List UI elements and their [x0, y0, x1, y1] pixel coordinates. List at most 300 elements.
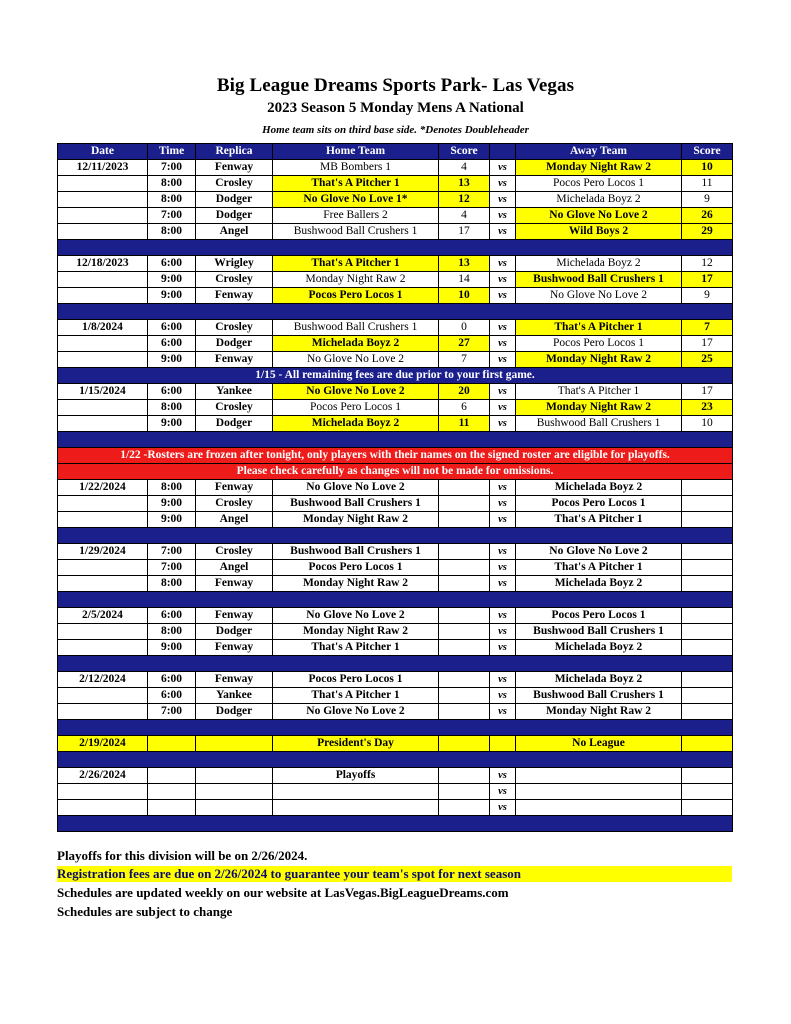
home-score — [439, 480, 490, 496]
home-team: No Glove No Love 2 — [273, 352, 439, 368]
game-time: 9:00 — [148, 496, 196, 512]
home-team: Michelada Boyz 2 — [273, 336, 439, 352]
game-date — [58, 560, 148, 576]
vs-label: vs — [490, 784, 516, 800]
vs-label: vs — [490, 512, 516, 528]
spacer-cell — [58, 656, 733, 672]
away-score: 11 — [682, 176, 733, 192]
game-time: 6:00 — [148, 672, 196, 688]
game-date — [58, 352, 148, 368]
roster-notice: 1/22 -Rosters are frozen after tonight, only players with their names on the signed roster are eligible for playoffs. — [58, 448, 733, 464]
away-team — [516, 784, 682, 800]
away-score — [682, 512, 733, 528]
home-team: Pocos Pero Locos 1 — [273, 288, 439, 304]
away-score: 10 — [682, 416, 733, 432]
away-score — [682, 544, 733, 560]
roster-notice: Please check carefully as changes will not be made for omissions. — [58, 464, 733, 480]
away-score — [682, 768, 733, 784]
schedule-table — [57, 143, 733, 832]
game-field: Crosley — [196, 400, 273, 416]
home-team: Pocos Pero Locos 1 — [273, 672, 439, 688]
game-row — [58, 640, 733, 656]
header-row — [58, 144, 733, 160]
game-field: Yankee — [196, 384, 273, 400]
away-team: Michelada Boyz 2 — [516, 576, 682, 592]
game-time: 9:00 — [148, 640, 196, 656]
game-time: 9:00 — [148, 512, 196, 528]
spacer-row — [58, 656, 733, 672]
home-score — [439, 640, 490, 656]
away-team: That's A Pitcher 1 — [516, 384, 682, 400]
col-vs-header — [490, 144, 516, 160]
game-row — [58, 768, 733, 784]
spacer-row — [58, 432, 733, 448]
game-date: 1/29/2024 — [58, 544, 148, 560]
away-score: 7 — [682, 320, 733, 336]
vs-label: vs — [490, 384, 516, 400]
away-team: No Glove No Love 2 — [516, 544, 682, 560]
game-date: 2/12/2024 — [58, 672, 148, 688]
game-row — [58, 320, 733, 336]
game-time: 8:00 — [148, 192, 196, 208]
vs-label: vs — [490, 768, 516, 784]
game-date — [58, 176, 148, 192]
game-date — [58, 704, 148, 720]
col-away-score-header: Score — [682, 144, 733, 160]
home-team: No Glove No Love 1* — [273, 192, 439, 208]
home-team: That's A Pitcher 1 — [273, 176, 439, 192]
game-time: 9:00 — [148, 288, 196, 304]
away-score: 17 — [682, 336, 733, 352]
game-field: Fenway — [196, 672, 273, 688]
holiday-date: 2/19/2024 — [58, 736, 148, 752]
game-row — [58, 288, 733, 304]
away-score: 17 — [682, 384, 733, 400]
game-time: 7:00 — [148, 560, 196, 576]
spacer-cell — [58, 432, 733, 448]
game-row — [58, 512, 733, 528]
home-score: 14 — [439, 272, 490, 288]
home-score — [439, 688, 490, 704]
game-date — [58, 208, 148, 224]
vs-label: vs — [490, 416, 516, 432]
vs-label: vs — [490, 608, 516, 624]
away-team: Monday Night Raw 2 — [516, 400, 682, 416]
home-score — [439, 512, 490, 528]
away-score — [682, 480, 733, 496]
game-field — [196, 768, 273, 784]
game-row — [58, 480, 733, 496]
home-score: 4 — [439, 160, 490, 176]
home-score — [439, 704, 490, 720]
game-row — [58, 624, 733, 640]
home-team: No Glove No Love 2 — [273, 704, 439, 720]
home-team: That's A Pitcher 1 — [273, 256, 439, 272]
away-score — [682, 640, 733, 656]
holiday-name: President's Day — [273, 736, 439, 752]
spacer-row — [58, 240, 733, 256]
game-row — [58, 560, 733, 576]
game-field: Dodger — [196, 704, 273, 720]
home-team: That's A Pitcher 1 — [273, 688, 439, 704]
game-row — [58, 544, 733, 560]
home-score — [439, 800, 490, 816]
spacer-cell — [58, 816, 733, 832]
game-time: 7:00 — [148, 160, 196, 176]
home-score: 4 — [439, 208, 490, 224]
game-time — [148, 768, 196, 784]
home-team: Monday Night Raw 2 — [273, 272, 439, 288]
home-score: 12 — [439, 192, 490, 208]
holiday-vs — [490, 736, 516, 752]
game-field: Fenway — [196, 160, 273, 176]
away-team: No Glove No Love 2 — [516, 288, 682, 304]
vs-label: vs — [490, 688, 516, 704]
away-score: 25 — [682, 352, 733, 368]
game-row — [58, 336, 733, 352]
vs-label: vs — [490, 576, 516, 592]
home-score — [439, 784, 490, 800]
away-team: Michelada Boyz 2 — [516, 480, 682, 496]
game-field: Crosley — [196, 320, 273, 336]
home-team: That's A Pitcher 1 — [273, 640, 439, 656]
away-score — [682, 560, 733, 576]
game-field: Crosley — [196, 496, 273, 512]
vs-label: vs — [490, 704, 516, 720]
spacer-row — [58, 816, 733, 832]
home-team: Free Ballers 2 — [273, 208, 439, 224]
game-field: Crosley — [196, 544, 273, 560]
fee-notice: 1/15 - All remaining fees are due prior to your first game. — [58, 368, 733, 384]
game-date: 1/8/2024 — [58, 320, 148, 336]
spacer-row — [58, 528, 733, 544]
away-score — [682, 784, 733, 800]
spacer-cell — [58, 752, 733, 768]
away-team: That's A Pitcher 1 — [516, 320, 682, 336]
vs-label: vs — [490, 496, 516, 512]
game-date — [58, 400, 148, 416]
game-field: Dodger — [196, 624, 273, 640]
home-score — [439, 768, 490, 784]
game-field: Fenway — [196, 640, 273, 656]
away-team: That's A Pitcher 1 — [516, 560, 682, 576]
away-team: Pocos Pero Locos 1 — [516, 336, 682, 352]
home-score: 20 — [439, 384, 490, 400]
game-row — [58, 496, 733, 512]
game-date — [58, 496, 148, 512]
game-field — [196, 784, 273, 800]
vs-label: vs — [490, 400, 516, 416]
away-team: Michelada Boyz 2 — [516, 256, 682, 272]
away-score — [682, 672, 733, 688]
col-home-score-header: Score — [439, 144, 490, 160]
home-team: Monday Night Raw 2 — [273, 512, 439, 528]
home-score: 11 — [439, 416, 490, 432]
game-field: Angel — [196, 224, 273, 240]
away-score: 12 — [682, 256, 733, 272]
game-time: 8:00 — [148, 480, 196, 496]
game-date — [58, 784, 148, 800]
home-team — [273, 784, 439, 800]
away-team: No Glove No Love 2 — [516, 208, 682, 224]
away-team: Monday Night Raw 2 — [516, 160, 682, 176]
game-date — [58, 512, 148, 528]
roster-notice-row — [58, 464, 733, 480]
game-time: 7:00 — [148, 704, 196, 720]
away-team: Wild Boys 2 — [516, 224, 682, 240]
game-row — [58, 688, 733, 704]
spacer-cell — [58, 720, 733, 736]
game-date: 1/22/2024 — [58, 480, 148, 496]
game-time: 8:00 — [148, 400, 196, 416]
game-date — [58, 800, 148, 816]
vs-label: vs — [490, 224, 516, 240]
game-date: 12/11/2023 — [58, 160, 148, 176]
game-field: Yankee — [196, 688, 273, 704]
away-score: 17 — [682, 272, 733, 288]
game-row — [58, 400, 733, 416]
home-team: No Glove No Love 2 — [273, 480, 439, 496]
playoffs-note: Playoffs for this division will be on 2/26/2024. — [57, 848, 308, 863]
game-field: Fenway — [196, 288, 273, 304]
game-row — [58, 416, 733, 432]
game-date — [58, 576, 148, 592]
game-row — [58, 208, 733, 224]
col-time-header: Time — [148, 144, 196, 160]
game-date — [58, 416, 148, 432]
game-time: 9:00 — [148, 272, 196, 288]
home-score: 27 — [439, 336, 490, 352]
away-team: Michelada Boyz 2 — [516, 672, 682, 688]
home-score: 13 — [439, 256, 490, 272]
game-row — [58, 352, 733, 368]
away-score: 23 — [682, 400, 733, 416]
vs-label: vs — [490, 336, 516, 352]
away-team: Bushwood Ball Crushers 1 — [516, 272, 682, 288]
home-team: Pocos Pero Locos 1 — [273, 400, 439, 416]
spacer-cell — [58, 304, 733, 320]
vs-label: vs — [490, 352, 516, 368]
game-date: 1/15/2024 — [58, 384, 148, 400]
game-date — [58, 288, 148, 304]
game-time: 6:00 — [148, 688, 196, 704]
holiday-field — [196, 736, 273, 752]
game-field: Fenway — [196, 352, 273, 368]
spacer-row — [58, 752, 733, 768]
home-team: No Glove No Love 2 — [273, 608, 439, 624]
holiday-row — [58, 736, 733, 752]
vs-label: vs — [490, 256, 516, 272]
game-time: 9:00 — [148, 416, 196, 432]
game-date: 12/18/2023 — [58, 256, 148, 272]
game-date — [58, 336, 148, 352]
game-date: 2/26/2024 — [58, 768, 148, 784]
away-score — [682, 576, 733, 592]
vs-label: vs — [490, 160, 516, 176]
game-row — [58, 784, 733, 800]
game-field: Fenway — [196, 608, 273, 624]
game-field: Dodger — [196, 208, 273, 224]
vs-label: vs — [490, 480, 516, 496]
game-field: Fenway — [196, 576, 273, 592]
home-score: 0 — [439, 320, 490, 336]
game-date — [58, 192, 148, 208]
game-date — [58, 640, 148, 656]
spacer-row — [58, 720, 733, 736]
vs-label: vs — [490, 176, 516, 192]
game-time — [148, 784, 196, 800]
away-score — [682, 688, 733, 704]
game-time: 8:00 — [148, 224, 196, 240]
away-team: Pocos Pero Locos 1 — [516, 496, 682, 512]
schedule-body — [58, 160, 733, 832]
col-date-header: Date — [58, 144, 148, 160]
subject-to-change-note: Schedules are subject to change — [57, 904, 233, 919]
home-team: Michelada Boyz 2 — [273, 416, 439, 432]
away-team: Bushwood Ball Crushers 1 — [516, 624, 682, 640]
holiday-hs — [439, 736, 490, 752]
game-row — [58, 800, 733, 816]
vs-label: vs — [490, 672, 516, 688]
spacer-row — [58, 592, 733, 608]
game-time: 7:00 — [148, 208, 196, 224]
home-team: No Glove No Love 2 — [273, 384, 439, 400]
home-score — [439, 608, 490, 624]
holiday-time — [148, 736, 196, 752]
game-row — [58, 192, 733, 208]
away-score: 9 — [682, 288, 733, 304]
home-score: 6 — [439, 400, 490, 416]
home-team: Monday Night Raw 2 — [273, 624, 439, 640]
home-score — [439, 624, 490, 640]
home-team: Monday Night Raw 2 — [273, 576, 439, 592]
spacer-cell — [58, 592, 733, 608]
game-field: Fenway — [196, 480, 273, 496]
registration-note: Registration fees are due on 2/26/2024 to guarantee your team's spot for next season — [57, 866, 732, 882]
game-row — [58, 160, 733, 176]
game-field: Dodger — [196, 192, 273, 208]
away-team: Monday Night Raw 2 — [516, 352, 682, 368]
vs-label: vs — [490, 208, 516, 224]
vs-label: vs — [490, 544, 516, 560]
away-team: Michelada Boyz 2 — [516, 192, 682, 208]
spacer-row — [58, 304, 733, 320]
game-field: Crosley — [196, 176, 273, 192]
game-time: 6:00 — [148, 256, 196, 272]
home-score — [439, 672, 490, 688]
game-time: 6:00 — [148, 384, 196, 400]
game-field — [196, 800, 273, 816]
col-away-team-header: Away Team — [516, 144, 682, 160]
away-team: Pocos Pero Locos 1 — [516, 176, 682, 192]
col-home-team-header: Home Team — [273, 144, 439, 160]
spacer-cell — [58, 528, 733, 544]
game-time: 6:00 — [148, 608, 196, 624]
vs-label: vs — [490, 640, 516, 656]
home-score — [439, 560, 490, 576]
home-team: Bushwood Ball Crushers 1 — [273, 320, 439, 336]
col-replica-header: Replica — [196, 144, 273, 160]
away-score — [682, 496, 733, 512]
away-team: That's A Pitcher 1 — [516, 512, 682, 528]
home-team: Bushwood Ball Crushers 1 — [273, 224, 439, 240]
away-score: 9 — [682, 192, 733, 208]
away-score — [682, 624, 733, 640]
page-title: Big League Dreams Sports Park- Las Vegas — [216, 75, 575, 96]
game-field: Dodger — [196, 336, 273, 352]
fee-notice-row — [58, 368, 733, 384]
game-date — [58, 224, 148, 240]
away-team: Bushwood Ball Crushers 1 — [516, 688, 682, 704]
game-field: Angel — [196, 512, 273, 528]
game-field: Dodger — [196, 416, 273, 432]
home-score: 17 — [439, 224, 490, 240]
vs-label: vs — [490, 560, 516, 576]
away-team: Pocos Pero Locos 1 — [516, 608, 682, 624]
away-score — [682, 608, 733, 624]
game-time: 8:00 — [148, 624, 196, 640]
game-date — [58, 272, 148, 288]
game-time: 7:00 — [148, 544, 196, 560]
game-row — [58, 576, 733, 592]
game-time: 8:00 — [148, 576, 196, 592]
holiday-league: No League — [516, 736, 682, 752]
game-time: 9:00 — [148, 352, 196, 368]
vs-label: vs — [490, 192, 516, 208]
game-time — [148, 800, 196, 816]
game-row — [58, 224, 733, 240]
away-score — [682, 704, 733, 720]
away-team: Michelada Boyz 2 — [516, 640, 682, 656]
spacer-cell — [58, 240, 733, 256]
roster-notice-row — [58, 448, 733, 464]
away-team: Monday Night Raw 2 — [516, 704, 682, 720]
home-team: Bushwood Ball Crushers 1 — [273, 544, 439, 560]
home-score: 13 — [439, 176, 490, 192]
game-time: 8:00 — [148, 176, 196, 192]
vs-label: vs — [490, 272, 516, 288]
away-team — [516, 768, 682, 784]
away-score: 29 — [682, 224, 733, 240]
away-score: 10 — [682, 160, 733, 176]
home-score — [439, 576, 490, 592]
home-score — [439, 496, 490, 512]
game-time: 6:00 — [148, 336, 196, 352]
game-row — [58, 672, 733, 688]
game-time: 6:00 — [148, 320, 196, 336]
vs-label: vs — [490, 320, 516, 336]
away-score — [682, 800, 733, 816]
home-score: 7 — [439, 352, 490, 368]
game-date: 2/5/2024 — [58, 608, 148, 624]
home-team: Pocos Pero Locos 1 — [273, 560, 439, 576]
home-team: Bushwood Ball Crushers 1 — [273, 496, 439, 512]
game-date — [58, 624, 148, 640]
season-subtitle: 2023 Season 5 Monday Mens A National — [267, 100, 524, 116]
game-row — [58, 384, 733, 400]
home-team: Playoffs — [273, 768, 439, 784]
home-score — [439, 544, 490, 560]
home-team: MB Bombers 1 — [273, 160, 439, 176]
away-team: Bushwood Ball Crushers 1 — [516, 416, 682, 432]
doubleheader-note: Home team sits on third base side. *Denotes Doubleheader — [262, 124, 529, 136]
game-field: Crosley — [196, 272, 273, 288]
game-field: Wrigley — [196, 256, 273, 272]
game-row — [58, 704, 733, 720]
holiday-as — [682, 736, 733, 752]
game-row — [58, 176, 733, 192]
website-note: Schedules are updated weekly on our website at LasVegas.BigLeagueDreams.com — [57, 885, 509, 900]
